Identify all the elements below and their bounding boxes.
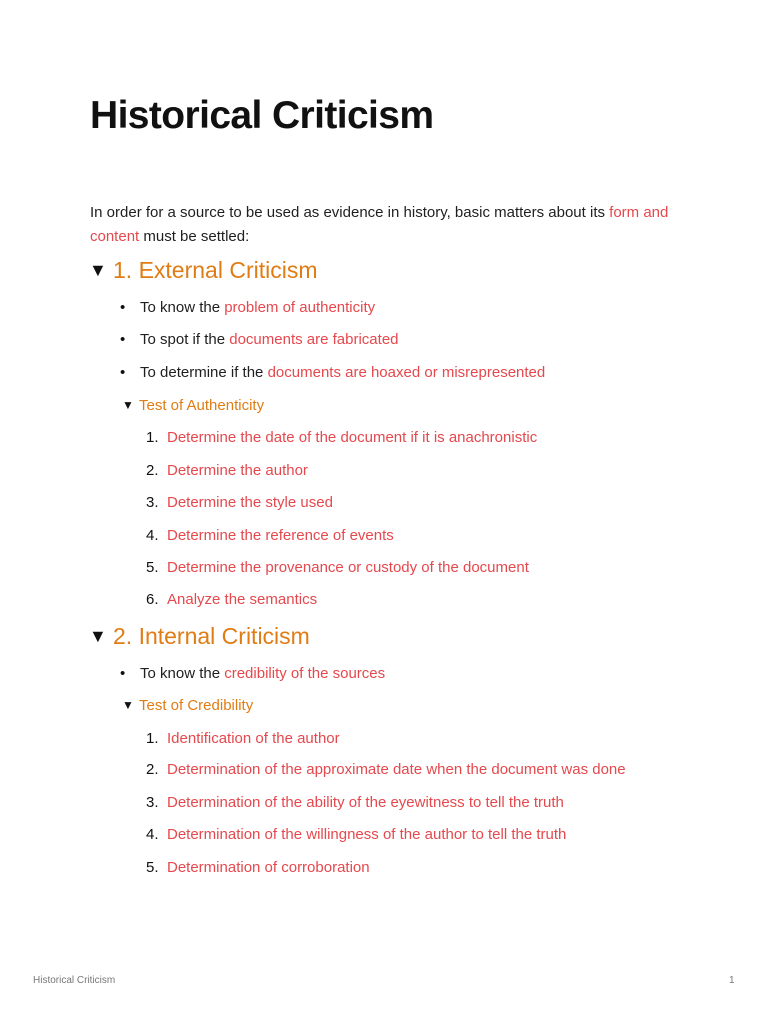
item-number: 4. xyxy=(146,526,159,544)
toggle-heading-internal-criticism[interactable] xyxy=(89,620,310,652)
bullet-highlight: documents are hoaxed or misrepresented xyxy=(267,363,546,381)
item-number: 1. xyxy=(146,729,159,747)
item-text: Determination of the ability of the eyewitness to tell the truth xyxy=(167,793,564,811)
intro-highlight: form and content xyxy=(90,204,669,245)
bullet-highlight: documents are fabricated xyxy=(229,330,399,348)
list-item xyxy=(146,491,333,513)
subtoggle-label: Test of Credibility xyxy=(139,696,254,714)
item-text: Determine the reference of events xyxy=(167,526,394,544)
item-text: Determine the provenance or custody of the document xyxy=(167,558,529,576)
section-heading: 1. External Criticism xyxy=(113,256,318,283)
item-number: 6. xyxy=(146,590,159,608)
bullet-highlight: problem of authenticity xyxy=(224,298,376,316)
bullet-highlight: credibility of the sources xyxy=(224,664,386,682)
item-number: 3. xyxy=(146,793,159,811)
item-text: Determination of corroboration xyxy=(167,858,370,876)
bullet-prefix: To know the xyxy=(140,298,221,316)
list-item xyxy=(146,588,317,610)
list-item xyxy=(146,727,340,749)
item-number: 5. xyxy=(146,558,159,576)
page-number: 1 xyxy=(729,975,735,986)
item-number: 2. xyxy=(146,760,159,778)
list-item xyxy=(146,823,566,845)
bullet-prefix: To determine if the xyxy=(140,363,264,381)
item-number: 1. xyxy=(146,428,159,446)
page-title: Historical Criticism xyxy=(90,94,434,137)
intro-paragraph xyxy=(90,201,690,249)
list-item xyxy=(120,662,385,684)
bullet-icon: • xyxy=(120,363,126,381)
item-text: Identification of the author xyxy=(167,729,340,747)
list-item xyxy=(146,524,394,546)
list-item xyxy=(146,856,370,878)
toggle-test-of-authenticity[interactable] xyxy=(122,394,264,416)
bullet-icon: • xyxy=(120,298,126,316)
toggle-triangle-icon[interactable]: ▼ xyxy=(89,625,107,646)
list-item xyxy=(146,459,308,481)
bullet-icon: • xyxy=(120,664,126,682)
item-text: Analyze the semantics xyxy=(167,590,318,608)
bullet-prefix: To spot if the xyxy=(140,330,226,348)
item-number: 5. xyxy=(146,858,159,876)
list-item xyxy=(146,556,529,578)
item-text: Determine the style used xyxy=(167,493,333,511)
item-number: 2. xyxy=(146,461,159,479)
toggle-triangle-icon[interactable]: ▼ xyxy=(122,698,134,712)
footer-title: Historical Criticism xyxy=(33,975,116,986)
list-item xyxy=(120,296,375,318)
item-number: 3. xyxy=(146,493,159,511)
toggle-triangle-icon[interactable]: ▼ xyxy=(89,259,107,280)
list-item xyxy=(120,361,545,383)
intro-text-after: must be settled: xyxy=(139,228,250,245)
section-heading: 2. Internal Criticism xyxy=(113,622,310,649)
toggle-test-of-credibility[interactable] xyxy=(122,694,253,716)
list-item xyxy=(146,758,626,780)
subtoggle-label: Test of Authenticity xyxy=(139,396,265,414)
item-text: Determine the author xyxy=(167,461,308,479)
item-text: Determination of the willingness of the author to tell the truth xyxy=(167,825,567,843)
toggle-heading-external-criticism[interactable] xyxy=(89,254,317,286)
bullet-prefix: To know the xyxy=(140,664,221,682)
toggle-triangle-icon[interactable]: ▼ xyxy=(122,398,134,412)
intro-text-before: In order for a source to be used as evidence in history, basic matters about its xyxy=(90,204,610,221)
item-number: 4. xyxy=(146,825,159,843)
item-text: Determine the date of the document if it is anachronistic xyxy=(167,428,538,446)
list-item xyxy=(146,426,537,448)
list-item xyxy=(146,791,564,813)
list-item xyxy=(120,328,399,350)
item-text: Determination of the approximate date when the document was done xyxy=(167,760,626,778)
bullet-icon: • xyxy=(120,330,126,348)
